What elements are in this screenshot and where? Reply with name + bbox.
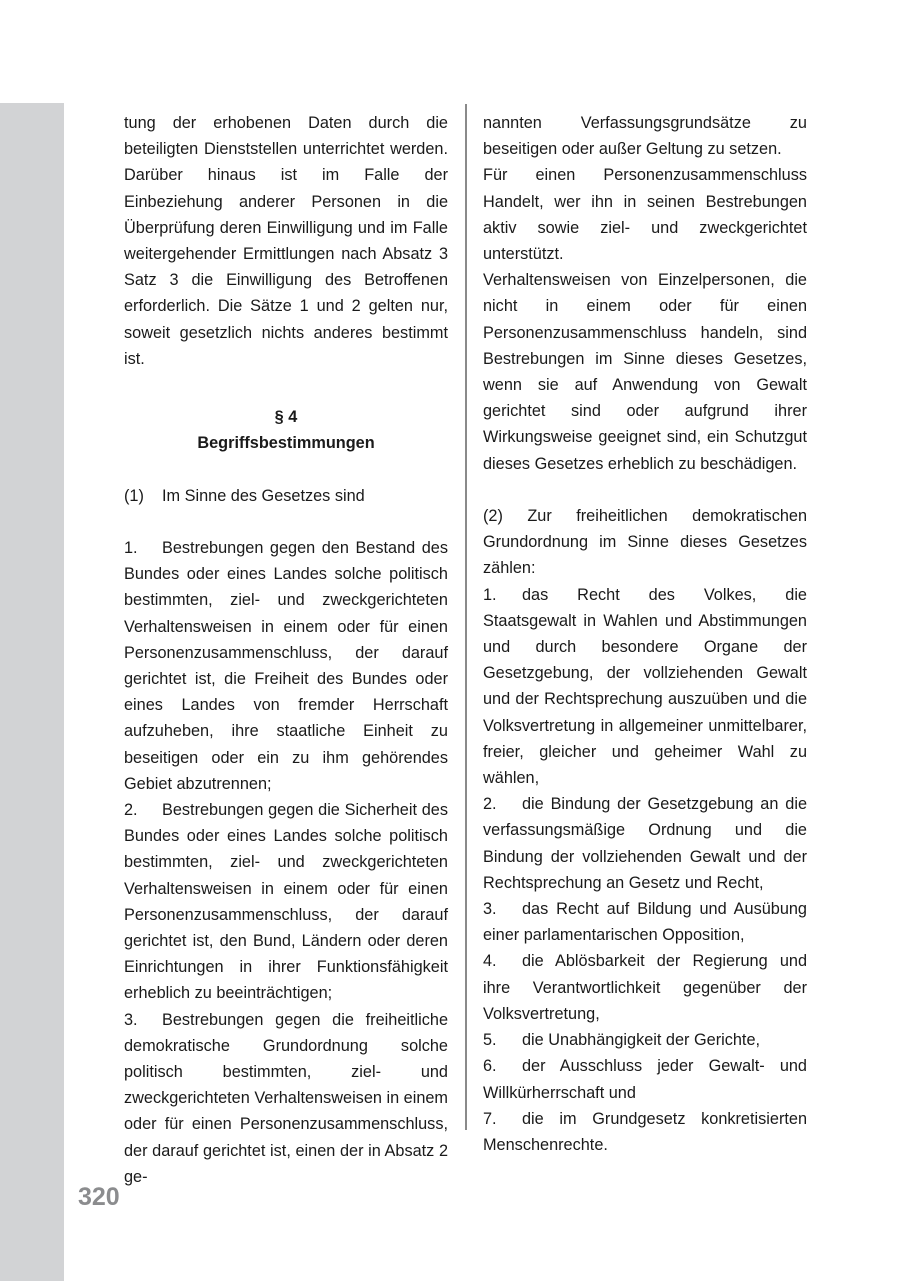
list-item-number: 1. bbox=[124, 539, 138, 558]
list-item-text: die Bindung der Gesetzgebung an die verfassungsmäßige Ordnung und die Bindung der vollziehenden Gewalt und der Rechtsprechung an Gesetz und Recht, bbox=[483, 795, 807, 892]
page-number: 320 bbox=[78, 1183, 120, 1211]
list-item bbox=[483, 948, 807, 1027]
list-item-number: 3. bbox=[483, 900, 497, 919]
intro-paragraph: tung der erhobenen Daten durch die beteiligten Dienststellen unterrichtet werden. Darüber hinaus ist im Falle der Einbeziehung anderer Personen in die Überprüfung deren Einwilligung und im Falle weitergehender Ermittlungen nach Absatz 3 Satz 3 die Einwilligung des Betroffenen erforderlich. Die Sätze 1 und 2 gelten nur, soweit gesetzlich nichts anderes bestimmt ist. bbox=[124, 114, 448, 368]
list-item-number: 1. bbox=[483, 585, 497, 604]
list-item-text: Bestrebungen gegen den Bestand des Bundes oder eines Landes solche politisch bestimmten, ziel- und zweckgerichteten Verhaltensweisen in einem oder für einen Personenzusammenschluss, der darauf gerichtet ist, die Freiheit des Bundes oder eines Landes von fremder Herrschaft aufzuheben, ihre staatliche Einheit zu beseitigen oder ein zu ihm gehörendes Gebiet abzutrennen; bbox=[124, 539, 448, 793]
list-item-text: die Unabhängigkeit der Gerichte, bbox=[522, 1031, 761, 1050]
list-item-text: der Ausschluss jeder Gewalt- und Willkürherrschaft und bbox=[483, 1057, 807, 1102]
paragraph-2-intro: (2) Zur freiheitlichen demokratischen Grundordnung im Sinne dieses Gesetzes zählen: bbox=[483, 507, 807, 578]
list-item-number: 6. bbox=[483, 1057, 497, 1076]
list-item-text: die im Grundgesetz konkretisierten Menschenrechte. bbox=[483, 1109, 807, 1154]
list-item-number: 2. bbox=[124, 801, 138, 820]
list-item bbox=[483, 1027, 807, 1053]
list-item bbox=[483, 896, 807, 948]
list-item bbox=[124, 1007, 448, 1190]
list-item bbox=[483, 1053, 807, 1105]
list-item bbox=[483, 791, 807, 896]
list-item bbox=[483, 1106, 807, 1158]
list-item-number: 7. bbox=[483, 1109, 497, 1128]
paragraph-number: (1) bbox=[124, 486, 144, 505]
list-item bbox=[483, 582, 807, 792]
list-item bbox=[124, 535, 448, 797]
left-column bbox=[124, 110, 448, 1190]
list-item-number: 4. bbox=[483, 952, 497, 971]
list-item-number: 3. bbox=[124, 1010, 138, 1029]
section-number: § 4 bbox=[274, 408, 298, 427]
right-column bbox=[483, 110, 807, 1158]
paragraph-1-intro bbox=[124, 483, 448, 509]
list-item-text: die Ablösbarkeit der Regierung und ihre Verantwortlichkeit gegenüber der Volksvertretung, bbox=[483, 952, 807, 1023]
list-item-text: das Recht auf Bildung und Ausübung einer parlamentarischen Opposition, bbox=[483, 900, 807, 945]
paragraph-text: Im Sinne des Gesetzes sind bbox=[162, 486, 365, 505]
list-item-text: Bestrebungen gegen die Sicherheit des Bundes oder eines Landes solche politisch bestimmten, ziel- und zweckgerichteten Verhaltensweisen in einem oder für einen Personenzusammenschluss, der darauf gerichtet ist, den Bund, Ländern oder deren Einrichtungen in ihrer Funktionsfähigkeit erheblich zu beeinträchtigen; bbox=[124, 801, 448, 1003]
section-title: Begriffsbestimmungen bbox=[197, 434, 375, 453]
list-item-text: Bestrebungen gegen die freiheitliche demokratische Grundordnung solche politisch bestimmten, ziel- und zweckgerichteten Verhaltensweisen in einem oder für einen Personenzusammenschluss, der darauf gerichtet ist, einen der in Absatz 2 ge- bbox=[124, 1010, 448, 1186]
list-item-number: 2. bbox=[483, 795, 497, 814]
list-item bbox=[124, 797, 448, 1007]
list-item-number: 5. bbox=[483, 1031, 497, 1050]
continuation-paragraph: nannten Verfassungsgrundsätze zu beseitigen oder außer Geltung zu setzen. bbox=[483, 114, 807, 159]
column-divider bbox=[465, 104, 467, 1130]
paragraph-b: Verhaltensweisen von Einzelpersonen, die nicht in einem oder für einen Personenzusammenschluss handeln, sind Bestrebungen im Sinne dieses Gesetzes, wenn sie auf Anwendung von Gewalt gerichtet sind oder aufgrund ihrer Wirkungsweise geeignet sind, ein Schutzgut dieses Gesetzes erheblich zu beschädigen. bbox=[483, 271, 807, 473]
list-item-text: das Recht des Volkes, die Staatsgewalt in Wahlen und Abstimmungen und durch besondere Organe der Gesetzgebung, der vollziehenden Gewalt und der Rechtsprechung auszuüben und die Volksvertretung in allgemeiner unmittelbarer, freier, gleicher und geheimer Wahl zu wählen, bbox=[483, 585, 807, 788]
page-margin-band bbox=[0, 103, 64, 1281]
paragraph-a: Für einen Personenzusammenschluss Handelt, wer ihn in seinen Bestrebungen aktiv sowie ziel- und zweckgerichtet unterstützt. bbox=[483, 166, 807, 264]
